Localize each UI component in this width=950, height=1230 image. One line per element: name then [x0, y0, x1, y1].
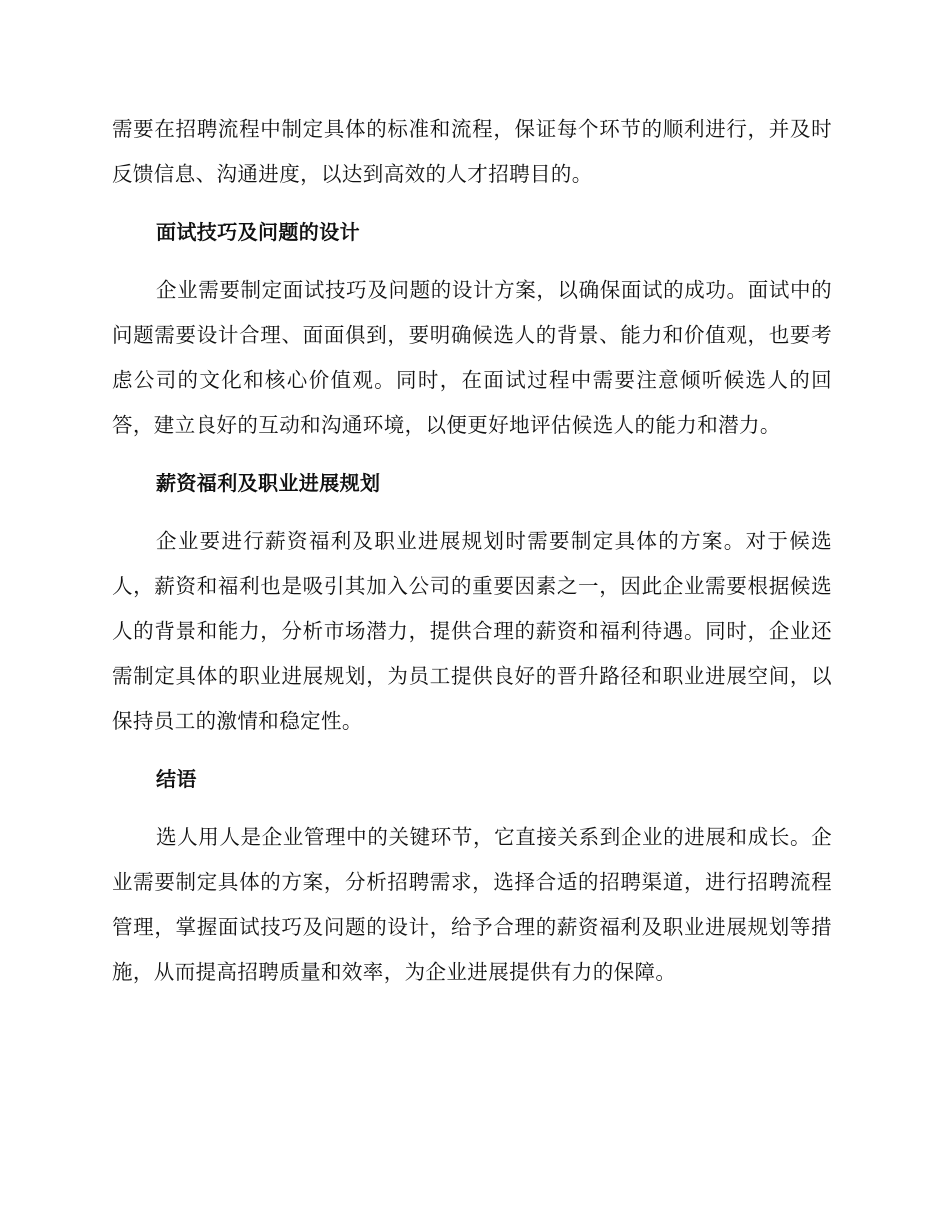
heading-conclusion: 结语 — [156, 767, 197, 791]
heading-interview-design: 面试技巧及问题的设计 — [156, 220, 360, 244]
paragraph-interview-design: 企业需要制定面试技巧及问题的设计方案，以确保面试的成功。面试中的问题需要设计合理、面面俱到，要明确候选人的背景、能力和价值观，也要考虑公司的文化和核心价值观。同时，在面试过程中需要注意倾听候选人的回答，建立良好的互动和沟通环境，以便更好地评估候选人的能力和潜力。 — [112, 278, 832, 437]
paragraph-conclusion: 选人用人是企业管理中的关键环节，它直接关系到企业的进展和成长。企业需要制定具体的方案，分析招聘需求，选择合适的招聘渠道，进行招聘流程管理，掌握面试技巧及问题的设计，给予合理的薪资福利及职业进展规划等措施，从而提高招聘质量和效率，为企业进展提供有力的保障。 — [112, 825, 832, 984]
paragraph-salary-career: 企业要进行薪资福利及职业进展规划时需要制定具体的方案。对于候选人，薪资和福利也是吸引其加入公司的重要因素之一，因此企业需要根据候选人的背景和能力，分析市场潜力，提供合理的薪资和福利待遇。同时，企业还需制定具体的职业进展规划，为员工提供良好的晋升路径和职业进展空间，以保持员工的激情和稳定性。 — [112, 529, 832, 733]
paragraph-recruitment-process: 需要在招聘流程中制定具体的标准和流程，保证每个环节的顺利进行，并及时反馈信息、沟通进度，以达到高效的人才招聘目的。 — [112, 117, 832, 186]
document-page — [112, 107, 832, 995]
heading-salary-career: 薪资福利及职业进展规划 — [156, 471, 381, 495]
